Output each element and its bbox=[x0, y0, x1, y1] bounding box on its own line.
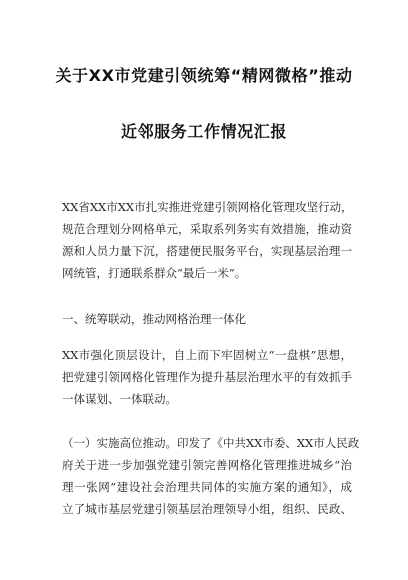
document-title-line-2: 近邻服务工作情况汇报 bbox=[120, 122, 287, 141]
section-1-line: 把党建引领网格化管理作为提升基层治理水平的有效抓手 bbox=[62, 370, 352, 384]
subsection-1-paragraph bbox=[62, 432, 360, 520]
intro-paragraph bbox=[62, 196, 352, 284]
section-1-line: XX市强化顶层设计，自上而下牢固树立“一盘棋”思想， bbox=[62, 348, 352, 362]
subsection-1-line: 立了城市基层党建引领基层治理领导小组，组织、民政、 bbox=[62, 502, 352, 516]
section-heading-1 bbox=[62, 308, 352, 330]
intro-line: XX省XX市XX市扎实推进党建引领网格化管理攻坚行动， bbox=[62, 200, 353, 214]
section-1-line: 一体谋划、一体联动。 bbox=[62, 392, 177, 406]
intro-line: 网统管，打通联系群众“最后一米”。 bbox=[62, 266, 247, 280]
document-title-line-1: 关于XX市党建引领统筹“精网微格”推动 bbox=[55, 66, 353, 85]
section-heading-text: 一、统筹联动，推动网格治理一体化 bbox=[62, 312, 246, 326]
intro-line: 规范合理划分网格单元，采取系列务实有效措施，推动资 bbox=[62, 222, 352, 236]
section-1-paragraph bbox=[62, 344, 352, 410]
intro-line: 源和人员力量下沉，搭建便民服务平台，实现基层治理一 bbox=[62, 244, 352, 258]
subsection-1-line: 府关于进一步加强党建引领完善网格化管理推进城乡“治 bbox=[62, 458, 352, 472]
subsection-1-line: （一）实施高位推动。印发了《中共XX市委、XX市人民政 bbox=[62, 436, 360, 450]
subsection-1-line: 理一张网”建设社会治理共同体的实施方案的通知》，成 bbox=[62, 480, 352, 494]
